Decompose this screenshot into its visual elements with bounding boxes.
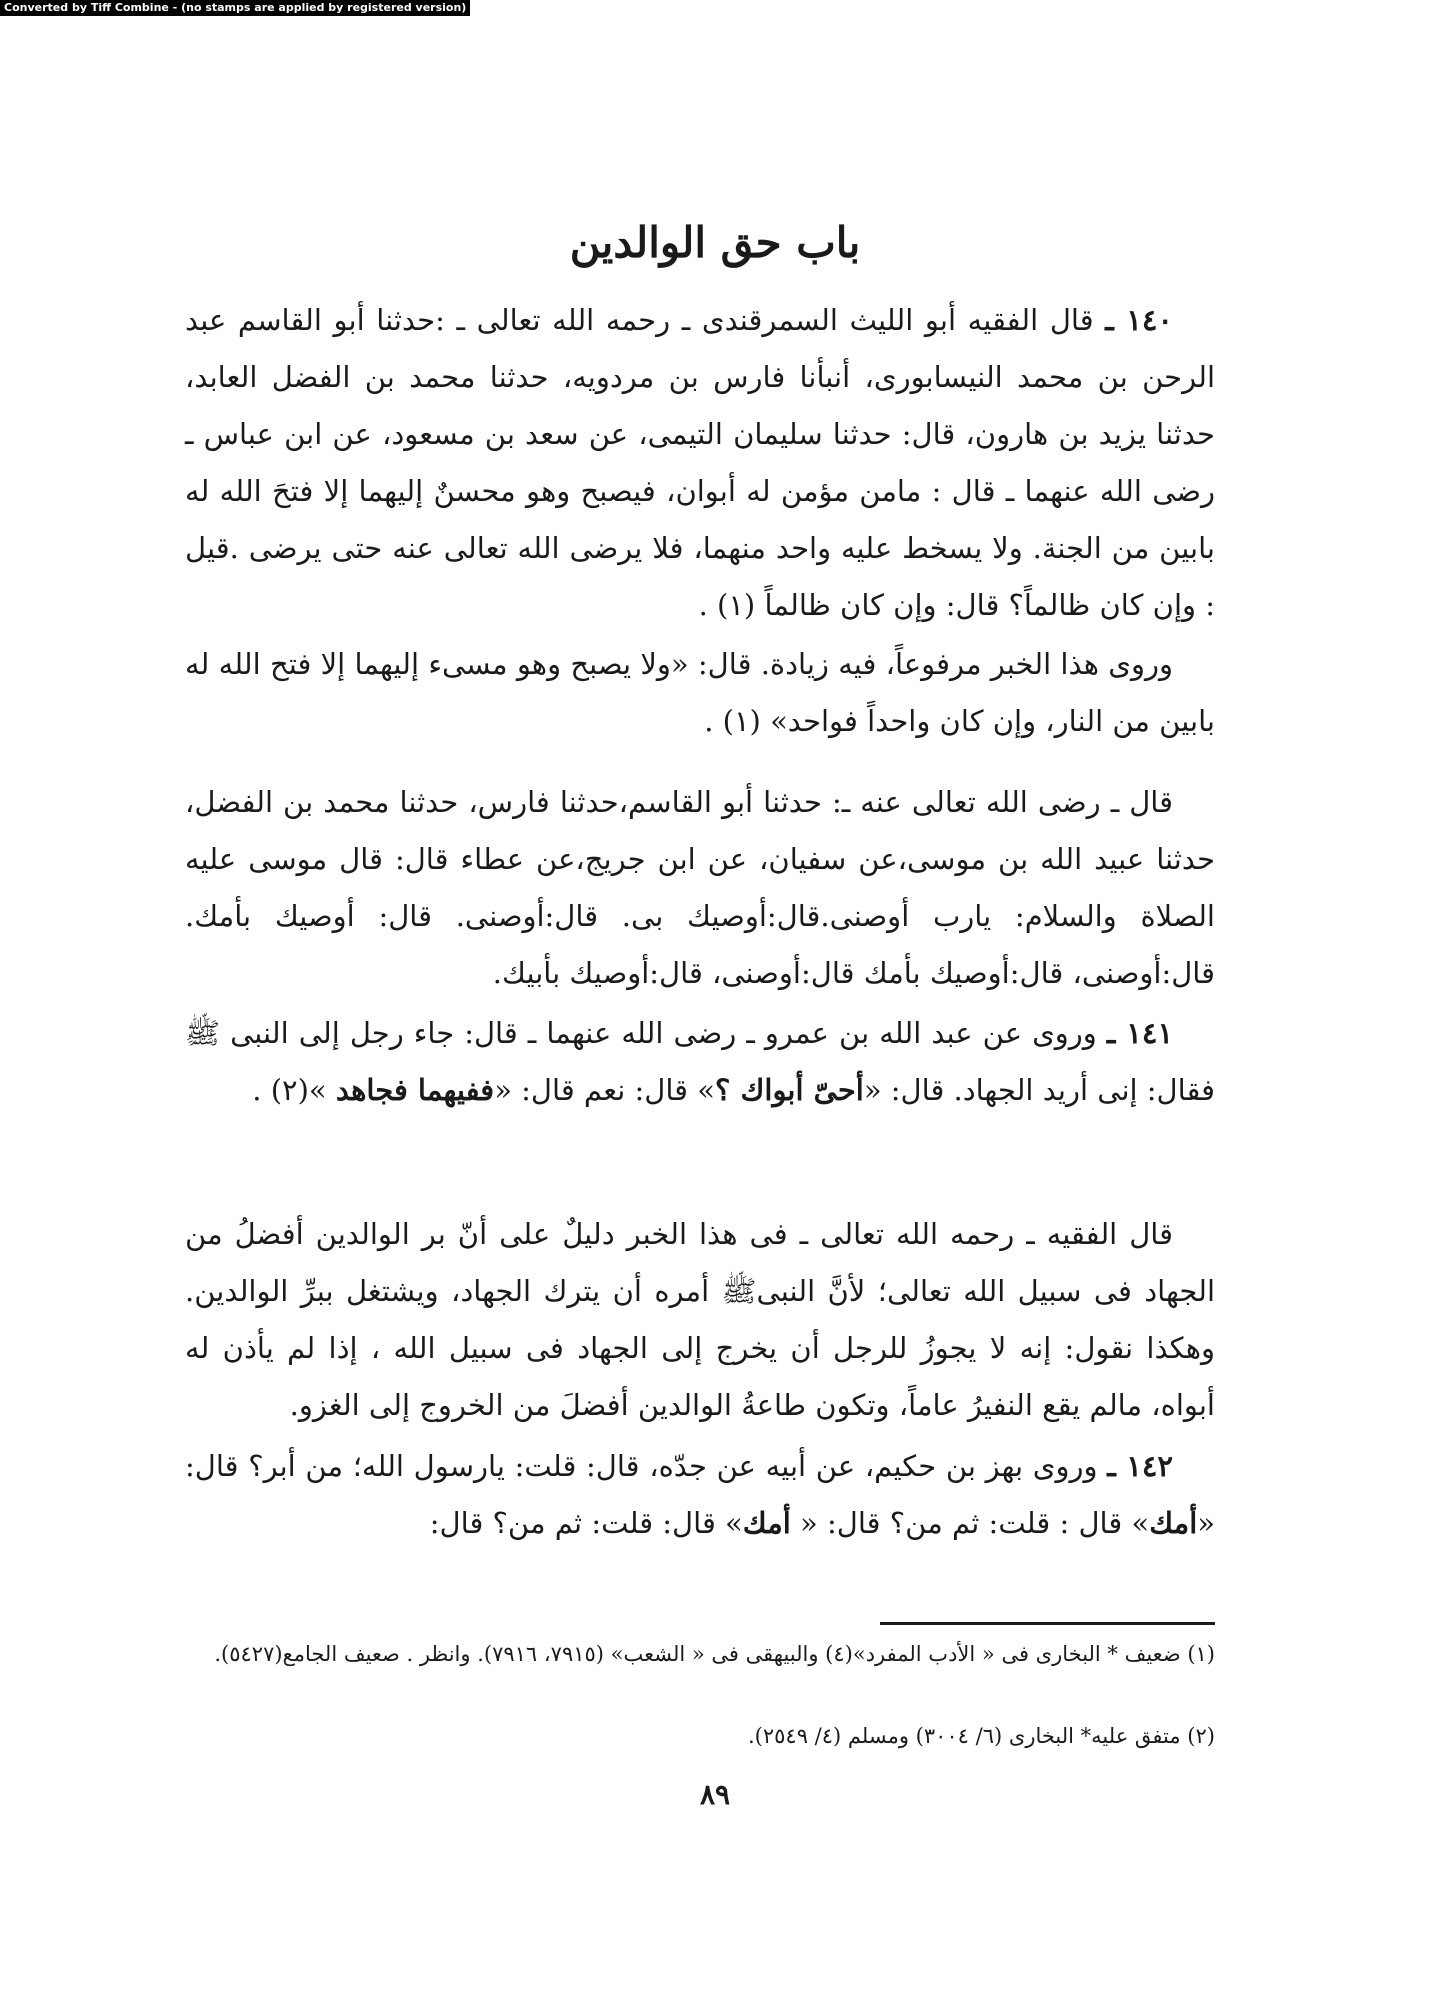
paragraph-text: قال الفقيه ـ رحمه الله تعالى ـ فى هذا الخبر دليلٌ على أنّ بر الوالدين أفضلُ من الجهاد فى سبيل الله تعالى؛ لأنَّ النبىﷺ أمره أن يترك الجهاد، ويشتغل ببرِّ الوالدين. وهكذا نقول: إنه لا يجوزُ للرجل أن يخرج إلى الجهاد فى سبيل الله ، إذا لم يأذن له أبواه، مالم يقع النفيرُ عاماً، وتكون طاعةُ الوالدين أفضلَ من الخروج إلى الغزو.: [185, 1217, 1215, 1422]
page-number: ٨٩: [699, 1778, 731, 1811]
paragraph-text: »(٢) .: [252, 1073, 336, 1107]
hadith-number: ١٤١ ـ: [1106, 1016, 1174, 1050]
bold-quote: أمك: [742, 1506, 791, 1540]
footnote-1: (١) ضعيف * البخارى فى « الأدب المفرد»(٤) والبيهقى فى « الشعب» (٧٩١٥، ٧٩١٦). وانظر . صعيف الجامع(٥٤٢٧).: [214, 1642, 1215, 1666]
footnote-divider: [880, 1622, 1215, 1625]
converter-watermark: Converted by Tiff Combine - (no stamps are applied by registered version): [0, 0, 470, 16]
paragraph-marfu: [185, 636, 1215, 750]
bold-quote: ففيهما فجاهد: [335, 1073, 495, 1107]
paragraph-text: » قال: نعم قال: «: [494, 1073, 715, 1107]
paragraph-142: [185, 1438, 1215, 1552]
hadith-number: ١٤٠ ـ: [1105, 303, 1174, 337]
paragraph-text: وروى عن عبد الله بن عمرو ـ رضى الله عنهما ـ قال: جاء رجل إلى النبى ﷺ فقال: إنى أريد الجهاد. قال: «: [185, 1016, 1215, 1107]
paragraph-text: » قال : قلت: ثم من؟ قال: «: [790, 1506, 1150, 1540]
paragraph-text: قال الفقيه أبو الليث السمرقندى ـ رحمه الله تعالى ـ :حدثنا أبو القاسم عبد الرحن بن محمد النيسابورى، أنبأنا فارس بن مردويه، حدثنا محمد بن الفضل العابد، حدثنا يزيد بن هارون، قال: حدثنا سليمان التيمى، عن سعد بن مسعود، عن ابن عباس ـ رضى الله عنهما ـ قال : مامن مؤمن له أبوان، فيصبح وهو محسنٌ إليهما إلا فتحَ الله له بابين من الجنة. ولا يسخط عليه واحد منهما، فلا يرضى الله تعالى عنه حتى يرضى .قيل : وإن كان ظالماً؟ قال: وإن كان ظالماً (١) .: [185, 303, 1215, 622]
hadith-number: ١٤٢ ـ: [1107, 1449, 1174, 1483]
paragraph-141: [185, 1005, 1215, 1119]
footnote-2: (٢) متفق عليه* البخارى (٦/ ٣٠٠٤) ومسلم (٤/ ٢٥٤٩).: [748, 1724, 1215, 1748]
paragraph-140: [185, 292, 1215, 634]
bold-quote: أحىّ أبواك ؟: [715, 1073, 864, 1107]
bold-quote: أمك: [1149, 1506, 1198, 1540]
paragraph-text: قال ـ رضى الله تعالى عنه ـ: حدثنا أبو القاسم،حدثنا فارس، حدثنا محمد بن الفضل، حدثنا عبيد الله بن موسى،عن سفيان، عن ابن جريج،عن عطاء قال: قال موسى عليه الصلاة والسلام: يارب أوصنى.قال:أوصيك بى. قال:أوصنى. قال: أوصيك بأمك. قال:أوصنى، قال:أوصيك بأمك قال:أوصنى، قال:أوصيك بأبيك.: [185, 785, 1215, 990]
paragraph-faqih: [185, 1206, 1215, 1434]
paragraph-text: وروى هذا الخبر مرفوعاً، فيه زيادة. قال: «ولا يصبح وهو مسىء إليهما إلا فتح الله له بابين من النار، وإن كان واحداً فواحد» (١) .: [185, 647, 1215, 738]
paragraph-text: » قال: قلت: ثم من؟ قال:: [429, 1506, 743, 1540]
paragraph-musa: [185, 774, 1215, 1002]
paragraph-text: وروى بهز بن حكيم، عن أبيه عن جدّه، قال: قلت: يارسول الله؛ من أبر؟ قال: «: [185, 1449, 1215, 1540]
chapter-title: باب حق الوالدين: [569, 218, 861, 267]
